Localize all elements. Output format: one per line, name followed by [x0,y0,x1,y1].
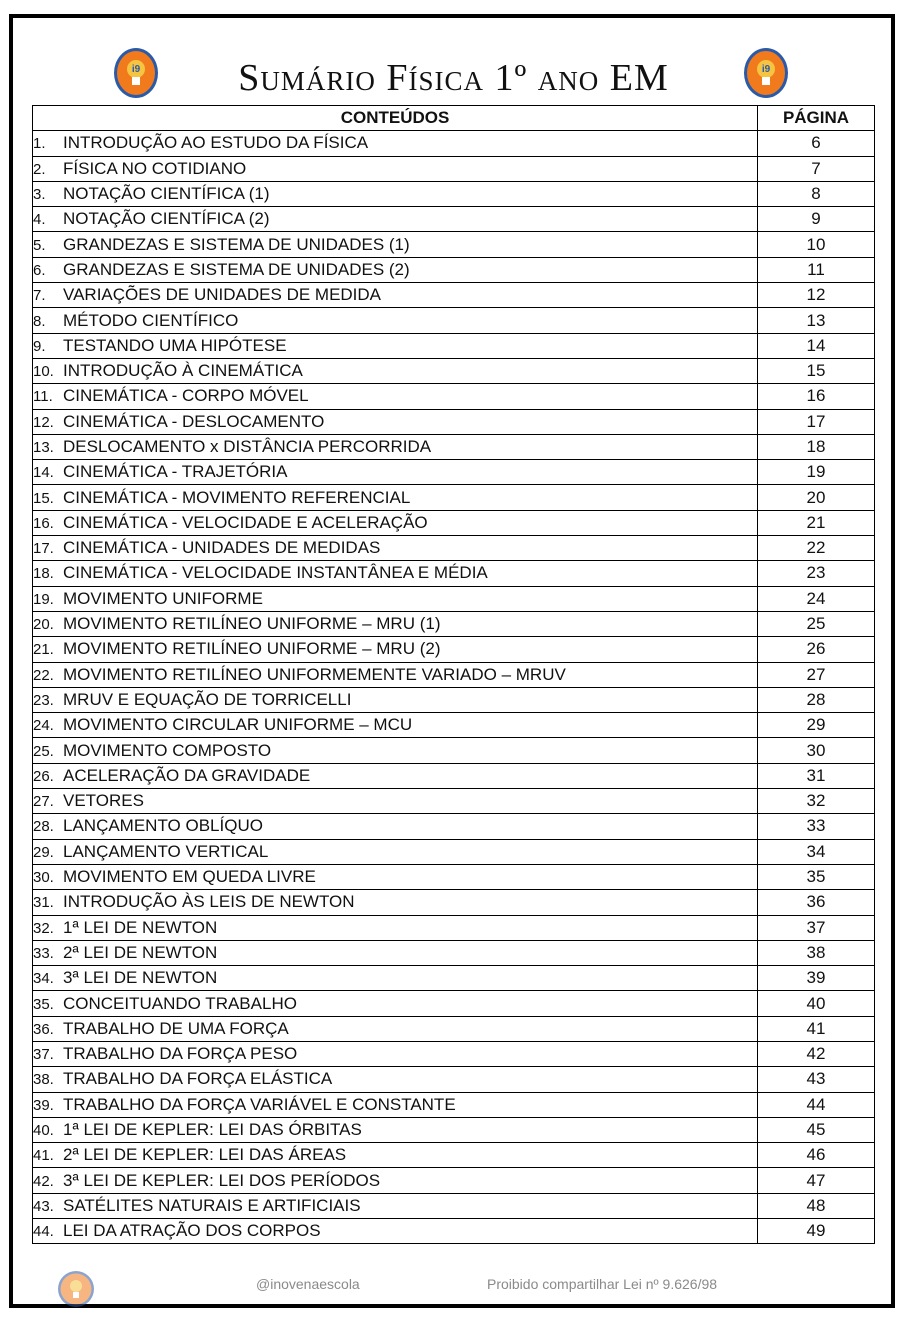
topic-title: INTRODUÇÃO AO ESTUDO DA FÍSICA [63,133,369,153]
topic-cell [33,991,758,1016]
topic-number: 20. [33,616,54,634]
topic-cell [33,915,758,940]
topic-number: 39. [33,1096,54,1114]
topic-cell [33,1092,758,1117]
topic-title: 1ª LEI DE KEPLER: LEI DAS ÓRBITAS [63,1120,362,1140]
topic-title: 2ª LEI DE KEPLER: LEI DAS ÁREAS [63,1145,347,1165]
page-number: 45 [758,1117,875,1142]
copyright-notice: Proibido compartilhar Lei nº 9.626/98 [487,1276,718,1292]
page-number: 22 [758,536,875,561]
table-row [33,864,875,889]
topic-title: GRANDEZAS E SISTEMA DE UNIDADES (1) [63,234,410,254]
topic-number: 18. [33,565,54,583]
page-number: 43 [758,1067,875,1092]
topic-cell [33,662,758,687]
column-header-contents: CONTEÚDOS [33,106,758,131]
topic-title: CINEMÁTICA - CORPO MÓVEL [63,386,309,406]
page-number: 16 [758,384,875,409]
topic-number: 1. [33,135,46,153]
topic-title: ACELERAÇÃO DA GRAVIDADE [63,765,311,785]
topic-title: CINEMÁTICA - DESLOCAMENTO [63,411,325,431]
table-row [33,611,875,636]
topic-title: TRABALHO DA FORÇA VARIÁVEL E CONSTANTE [63,1094,456,1114]
topic-title: CONCEITUANDO TRABALHO [63,993,297,1013]
topic-cell [33,1016,758,1041]
topic-title: MOVIMENTO RETILÍNEO UNIFORME – MRU (2) [63,639,441,659]
topic-title: MÉTODO CIENTÍFICO [63,310,239,330]
page-number: 21 [758,510,875,535]
topic-cell [33,333,758,358]
topic-title: INTRODUÇÃO À CINEMÁTICA [63,361,303,381]
contents-table [32,105,875,1244]
topic-number: 35. [33,995,54,1013]
table-row [33,434,875,459]
topic-number: 19. [33,590,54,608]
table-row [33,991,875,1016]
topic-cell [33,409,758,434]
table-row [33,915,875,940]
table-row [33,207,875,232]
table-row [33,257,875,282]
topic-cell [33,257,758,282]
topic-number: 17. [33,540,54,558]
topic-number: 14. [33,464,54,482]
page-number: 40 [758,991,875,1016]
topic-title: 1ª LEI DE NEWTON [63,917,218,937]
column-header-page: PÁGINA [758,106,875,131]
page-number: 33 [758,814,875,839]
page-number: 48 [758,1193,875,1218]
page-number: 44 [758,1092,875,1117]
topic-title: INTRODUÇÃO ÀS LEIS DE NEWTON [63,892,355,912]
table-row [33,131,875,156]
topic-number: 24. [33,717,54,735]
topic-number: 34. [33,970,54,988]
table-row [33,1041,875,1066]
topic-number: 30. [33,869,54,887]
page-number: 12 [758,283,875,308]
table-row [33,156,875,181]
topic-title: CINEMÁTICA - UNIDADES DE MEDIDAS [63,538,381,558]
table-row [33,1092,875,1117]
topic-title: VETORES [63,791,144,811]
topic-cell [33,358,758,383]
topic-title: 2ª LEI DE NEWTON [63,942,218,962]
topic-cell [33,839,758,864]
topic-number: 26. [33,767,54,785]
page-number: 13 [758,308,875,333]
table-row [33,839,875,864]
topic-title: MOVIMENTO EM QUEDA LIVRE [63,867,316,887]
table-row [33,536,875,561]
topic-cell [33,586,758,611]
page-number: 18 [758,434,875,459]
page-number: 41 [758,1016,875,1041]
footer-logo [57,1270,95,1308]
topic-title: CINEMÁTICA - VELOCIDADE INSTANTÂNEA E MÉDIA [63,563,488,583]
table-row [33,738,875,763]
table-row [33,763,875,788]
page-number: 31 [758,763,875,788]
table-row [33,358,875,383]
page-number: 25 [758,611,875,636]
topic-cell [33,789,758,814]
topic-number: 36. [33,1020,54,1038]
page-number: 14 [758,333,875,358]
page-number: 42 [758,1041,875,1066]
page-number: 46 [758,1143,875,1168]
table-row [33,460,875,485]
table-row [33,181,875,206]
table-row [33,637,875,662]
topic-number: 28. [33,818,54,836]
topic-number: 10. [33,363,54,381]
topic-cell [33,536,758,561]
topic-number: 42. [33,1172,54,1190]
topic-title: 3ª LEI DE NEWTON [63,968,218,988]
topic-title: NOTAÇÃO CIENTÍFICA (2) [63,209,270,229]
page-number: 36 [758,890,875,915]
topic-cell [33,156,758,181]
page-number: 49 [758,1219,875,1244]
topic-title: DESLOCAMENTO x DISTÂNCIA PERCORRIDA [63,437,432,456]
page-number: 37 [758,915,875,940]
topic-title: VARIAÇÕES DE UNIDADES DE MEDIDA [63,285,382,305]
topic-number: 31. [33,894,54,912]
topic-title: MOVIMENTO RETILÍNEO UNIFORME – MRU (1) [63,614,441,634]
table-row [33,561,875,586]
topic-number: 27. [33,793,54,811]
topic-title: TRABALHO DE UMA FORÇA [63,1018,289,1038]
table-row [33,510,875,535]
page-number: 9 [758,207,875,232]
svg-text:i9: i9 [761,64,771,75]
page-number: 15 [758,358,875,383]
table-row [33,485,875,510]
topic-cell [33,181,758,206]
topic-cell [33,890,758,915]
svg-text:i9: i9 [131,64,141,75]
topic-cell [33,131,758,156]
page-number: 26 [758,637,875,662]
topic-cell [33,485,758,510]
topic-title: TRABALHO DA FORÇA ELÁSTICA [63,1069,333,1089]
table-row [33,940,875,965]
social-handle: @inovenaescola [256,1276,360,1292]
topic-title: CINEMÁTICA - MOVIMENTO REFERENCIAL [63,487,411,507]
table-body [33,131,875,1244]
topic-number: 12. [33,413,54,431]
topic-number: 41. [33,1147,54,1165]
table-row [33,1219,875,1244]
table-row [33,687,875,712]
table-row [33,1117,875,1142]
topic-cell [33,814,758,839]
topic-title: NOTAÇÃO CIENTÍFICA (1) [63,184,270,204]
table-header-row [33,106,875,131]
table-row [33,308,875,333]
table-row [33,1168,875,1193]
topic-cell [33,1117,758,1142]
table-row [33,232,875,257]
topic-title: 3ª LEI DE KEPLER: LEI DOS PERÍODOS [63,1170,381,1190]
topic-cell [33,763,758,788]
topic-title: CINEMÁTICA - TRAJETÓRIA [63,462,288,482]
topic-title: MOVIMENTO CIRCULAR UNIFORME – MCU [63,715,413,735]
page-number: 23 [758,561,875,586]
topic-title: LANÇAMENTO OBLÍQUO [63,816,263,836]
page-number: 35 [758,864,875,889]
topic-number: 16. [33,514,54,532]
topic-number: 7. [33,287,46,305]
table-row [33,283,875,308]
page-number: 11 [758,257,875,282]
topic-cell [33,713,758,738]
topic-cell [33,864,758,889]
topic-number: 38. [33,1071,54,1089]
topic-title: GRANDEZAS E SISTEMA DE UNIDADES (2) [63,259,410,279]
table-row [33,814,875,839]
table-row [33,713,875,738]
topic-cell [33,611,758,636]
topic-cell [33,687,758,712]
table-row [33,890,875,915]
topic-cell [33,1219,758,1244]
page-title: Sumário Física 1º ano EM [238,57,669,99]
table-row [33,1143,875,1168]
topic-number: 8. [33,312,46,330]
topic-number: 9. [33,337,46,355]
topic-number: 21. [33,641,54,659]
topic-number: 25. [33,742,54,760]
page-number: 32 [758,789,875,814]
topic-cell [33,966,758,991]
table-row [33,789,875,814]
topic-cell [33,940,758,965]
page-number: 10 [758,232,875,257]
table-row [33,586,875,611]
topic-cell [33,1067,758,1092]
topic-cell [33,207,758,232]
topic-number: 33. [33,944,54,962]
topic-cell [33,232,758,257]
topic-title: FÍSICA NO COTIDIANO [63,158,247,178]
topic-cell [33,384,758,409]
topic-number: 2. [33,160,46,178]
page-number: 38 [758,940,875,965]
topic-cell [33,738,758,763]
topic-number: 6. [33,261,46,279]
page-number: 27 [758,662,875,687]
topic-cell [33,1041,758,1066]
topic-cell [33,637,758,662]
topic-cell [33,1193,758,1218]
table-row [33,1016,875,1041]
topic-title: TRABALHO DA FORÇA PESO [63,1044,298,1064]
page-number: 8 [758,181,875,206]
page-number: 24 [758,586,875,611]
page-number: 19 [758,460,875,485]
topic-cell [33,434,758,459]
table-row [33,1193,875,1218]
topic-number: 40. [33,1122,54,1140]
topic-number: 13. [33,439,54,456]
topic-title: LANÇAMENTO VERTICAL [63,841,269,861]
page-number: 30 [758,738,875,763]
topic-cell [33,308,758,333]
table-row [33,966,875,991]
topic-number: 3. [33,186,46,204]
topic-number: 4. [33,211,46,229]
page-number: 28 [758,687,875,712]
topic-number: 44. [33,1223,54,1241]
page-number: 39 [758,966,875,991]
topic-number: 37. [33,1046,54,1064]
page-number: 20 [758,485,875,510]
page-number: 34 [758,839,875,864]
topic-cell [33,1168,758,1193]
topic-title: MOVIMENTO COMPOSTO [63,740,272,760]
topic-number: 32. [33,919,54,937]
topic-title: CINEMÁTICA - VELOCIDADE E ACELERAÇÃO [63,512,428,532]
page-number: 6 [758,131,875,156]
page-number: 47 [758,1168,875,1193]
page-number: 7 [758,156,875,181]
topic-title: MRUV E EQUAÇÃO DE TORRICELLI [63,689,352,709]
topic-number: 23. [33,691,54,709]
topic-number: 5. [33,236,46,254]
topic-number: 15. [33,489,54,507]
lightbulb-logo-icon [57,1270,95,1308]
topic-cell [33,561,758,586]
table-row [33,1067,875,1092]
topic-number: 11. [33,388,53,406]
table-row [33,384,875,409]
topic-title: SATÉLITES NATURAIS E ARTIFICIAIS [63,1195,361,1215]
topic-title: MOVIMENTO UNIFORME [63,588,263,608]
page-number: 29 [758,713,875,738]
topic-cell [33,1143,758,1168]
topic-cell [33,510,758,535]
topic-title: MOVIMENTO RETILÍNEO UNIFORMEMENTE VARIADO – MRUV [63,664,566,684]
topic-title: TESTANDO UMA HIPÓTESE [63,335,287,355]
topic-title: LEI DA ATRAÇÃO DOS CORPOS [63,1221,321,1241]
topic-number: 22. [33,666,54,684]
topic-number: 43. [33,1197,54,1215]
topic-cell [33,283,758,308]
table-row [33,333,875,358]
table-row [33,662,875,687]
topic-cell [33,460,758,485]
page-number: 17 [758,409,875,434]
table-row [33,409,875,434]
topic-number: 29. [33,843,54,861]
